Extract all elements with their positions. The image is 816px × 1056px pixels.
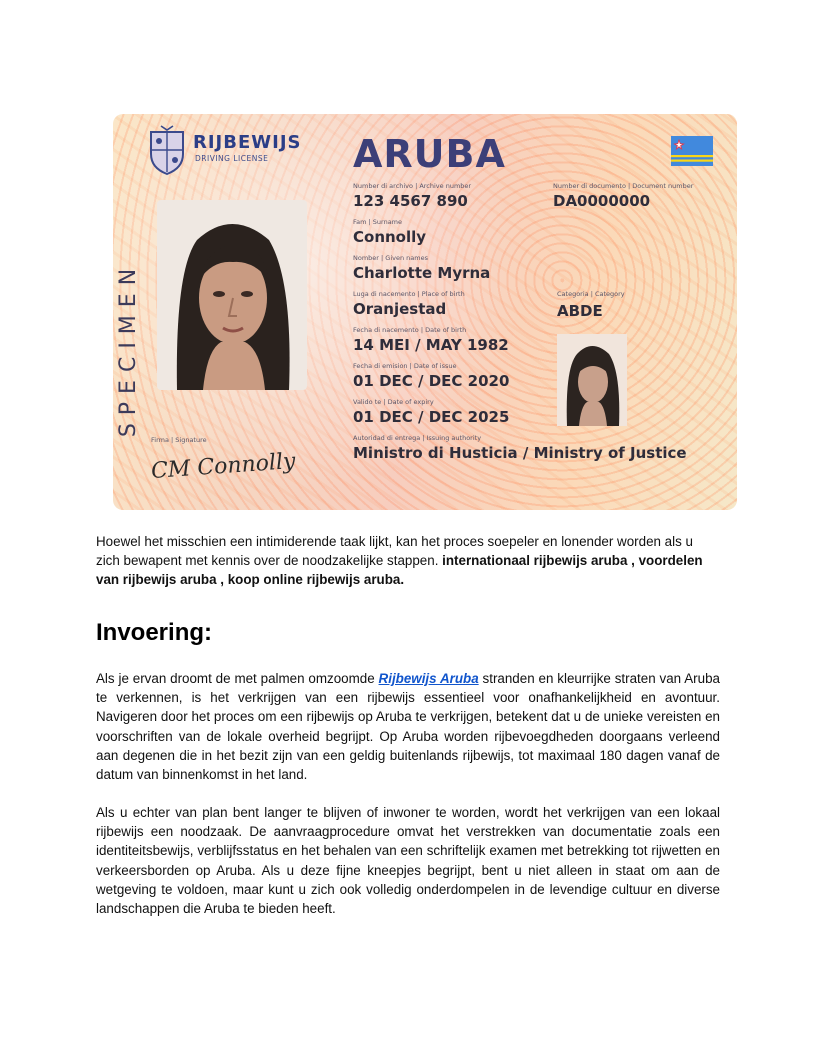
signature-label: Firma | Signature xyxy=(151,436,207,444)
given-names-value: Charlotte Myrna xyxy=(353,264,491,282)
date-of-issue-label: Fecha di emision | Date of issue xyxy=(353,362,457,370)
intro-paragraph xyxy=(96,532,720,590)
issuing-authority-value: Ministro di Husticia / Ministry of Justice xyxy=(353,444,687,462)
card-title: RIJBEWIJS xyxy=(193,132,302,153)
card-subtitle: DRIVING LICENSE xyxy=(195,154,269,163)
holder-signature: CM Connolly xyxy=(150,448,297,485)
date-of-expiry-value: 01 DEC / DEC 2025 xyxy=(353,408,510,426)
date-of-issue-value: 01 DEC / DEC 2020 xyxy=(353,372,510,390)
intro-text: Hoewel het misschien een intimiderende taak lijkt, kan het proces soepeler en lonender worden als u zich bewapent met kennis over de noodzakelijke stappen. xyxy=(96,534,693,569)
holder-photo xyxy=(157,200,307,390)
archive-number-label: Number di archivo | Archive number xyxy=(353,182,472,190)
specimen-watermark: SPECIMEN xyxy=(116,260,141,438)
category-value: ABDE xyxy=(557,302,603,320)
archive-number-value: 123 4567 890 xyxy=(353,192,468,210)
category-label: Categoria | Category xyxy=(557,290,625,298)
coat-of-arms-icon xyxy=(145,124,189,176)
section-heading: Invoering: xyxy=(96,619,213,646)
place-of-birth-value: Oranjestad xyxy=(353,300,447,318)
paragraph-2: Als u echter van plan bent langer te blijven of inwoner te worden, wordt het verkrijgen van een lokaal rijbewijs een noodzaak. De aanvraagprocedure omvat het verstrekken van documentatie zoals een identiteitsbewijs, verblijfsstatus en het behalen van een schriftelijk examen met betrekking tot rijwetten en verkeersborden op Aruba. Als u deze fijne kneepjes begrijpt, bent u niet alleen in staat om aan de wetgeving te voldoen, maar kunt u zich ook volledig onderdompelen in de levendige cultuur en diverse landschappen die Aruba te bieden heeft. xyxy=(96,805,720,917)
place-of-birth-label: Luga di nacemento | Place of birth xyxy=(353,290,465,298)
date-of-birth-label: Fecha di nacemento | Date of birth xyxy=(353,326,467,334)
holder-photo-ghost xyxy=(557,334,627,426)
date-of-birth-value: 14 MEI / MAY 1982 xyxy=(353,336,509,354)
paragraph-1 xyxy=(96,669,720,784)
driving-license-image xyxy=(113,114,737,510)
document-number-label: Number di documento | Document number xyxy=(553,182,694,190)
intro-keywords: internationaal rijbewijs aruba , voordelen van rijbewijs aruba , koop online rijbewijs aruba. xyxy=(96,553,703,588)
rijbewijs-aruba-link[interactable]: Rijbewijs Aruba xyxy=(378,671,479,686)
date-of-expiry-label: Valido te | Date of expiry xyxy=(353,398,434,406)
given-names-label: Nomber | Given names xyxy=(353,254,428,262)
paragraph-1-before: Als je ervan droomt de met palmen omzoomde xyxy=(96,671,379,686)
surname-value: Connolly xyxy=(353,228,427,246)
issuing-authority-label: Autoridad di entrega | Issuing authority xyxy=(353,434,482,442)
document-number-value: DA0000000 xyxy=(553,192,651,210)
aruba-flag-icon xyxy=(671,136,713,166)
paragraph-1-after: stranden en kleurrijke straten van Aruba te verkennen, is het verkrijgen van een rijbewijs essentieel voor onafhankelijkheid en avontuur. Navigeren door het proces om een rijbewijs op Aruba te verkrijgen, betekent dat u de unieke vereisten en voorschriften van de lokale overheid begrijpt. Op Aruba worden rijbevoegdheden doorgaans verleend aan degenen die in het bezit zijn van een geldig buitenlands rijbewijs, tot maximaal 180 dagen vanaf de datum van binnenkomst in het land. xyxy=(96,671,720,783)
card-country: ARUBA xyxy=(353,132,506,176)
surname-label: Fam | Surname xyxy=(353,218,403,226)
